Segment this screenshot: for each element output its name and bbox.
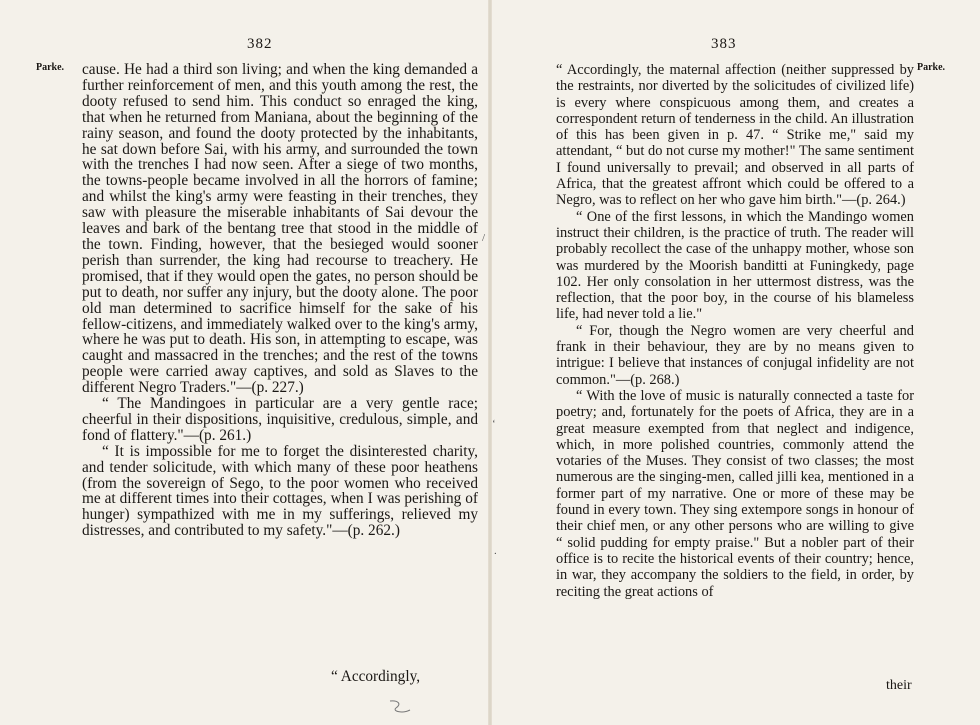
right-paragraph: “ Accordingly, the maternal affection (neither suppressed by the restraints, nor diverted by the solicitudes of civilized life) is every where conspicuous among them, and creates a correspondent return of tenderness in the child. An illustration of this has been given in p. 47. “ Strike me," said my attendant, “ but do not curse my mother!" The same sentiment I found universally to prevail; and observed in all parts of Africa, that the greatest affront which could be offered to a Negro, was to reflect on her who gave him birth."—(p. 264.): [556, 62, 914, 209]
right-paragraph: “ One of the first lessons, in which the Mandingo women instruct their children, is the practice of truth. The reader will probably recollect the case of the unhappy mother, whose son was murdered by the Moorish banditti at Funingkedy, page 102. Her only consolation in her uttermost distress, was the reflection, that the poor boy, in the course of his blameless life, had never told a lie.": [556, 208, 914, 323]
pencil-scribble-mark: [388, 698, 414, 716]
left-margin-note: Parke.: [36, 62, 65, 73]
right-margin-note: Parke.: [917, 62, 946, 73]
right-page-text: [556, 62, 914, 600]
left-catchword: “ Accordingly,: [331, 668, 421, 685]
stray-mark: ʻ: [492, 418, 496, 430]
left-page-number: 382: [247, 36, 273, 52]
right-page-number: 383: [711, 36, 737, 52]
right-catchword: their: [886, 678, 912, 693]
right-paragraph: “ For, though the Negro women are very cheerful and frank in their behaviour, they are by no means given to intrigue: I believe that instances of conjugal infidelity are not common."—(p. 268.): [556, 322, 914, 388]
left-paragraph: “ It is impossible for me to forget the disinterested charity, and tender solicitude, with which many of these poor heathens (from the sovereign of Sego, to the poor women who received me at different times into their cottages, when I was perishing of hunger) sympathized with me in my sufferings, relieved my distresses, and contributed to my safety."—(p. 262.): [82, 442, 478, 540]
left-paragraph: cause. He had a third son living; and when the king demanded a further reinforcement of men, and this youth among the rest, the dooty refused to send him. This conduct so enraged the king, that when he returned from Maniana, about the beginning of the rainy season, and found the dooty protected by the inhabitants, he sat down before Sai, with his army, and surrounded the town with the trenches I had now seen. After a siege of two months, the towns-people became involved in all the horrors of famine; and whilst the king's army were feasting in their trenches, they saw with pleasure the miserable inhabitants of Sai devour the leaves and bark of the bentang tree that stood in the middle of the town. Finding, however, that the besieged would sooner perish than surrender, the king had recourse to treachery. He promised, that if they would open the gates, no person should be put to death, nor suffer any injury, but the dooty alone. The poor old man determined to sacrifice himself for the sake of his fellow-citizens, and immediately walked over to the king's army, where he was put to death. His son, in attempting to escape, was caught and massacred in the trenches; and the rest of the towns people were carried away captives, and sold as Slaves to the different Negro Traders."—(p. 227.): [82, 61, 478, 397]
left-page-text: [82, 62, 478, 539]
stray-mark: .: [494, 545, 497, 557]
right-paragraph: “ With the love of music is naturally connected a taste for poetry; and, fortunately for the poets of Africa, they are in a great measure exempted from that neglect and indigence, which, in more polished countries, commonly attend the votaries of the Muses. They consist of two classes; the most numerous are the singing-men, called jilli kea, mentioned in a former part of my narrative. One or more of these may be found in every town. They sing extempore songs in honour of their chief men, or any other persons who are willing to give “ solid pudding for empty praise." But a nobler part of their office is to recite the historical events of their country; hence, in war, they accompany the soldiers to the field, in order, by reciting the great actions of: [556, 387, 914, 600]
left-paragraph: “ The Mandingoes in particular are a very gentle race; cheerful in their dispositions, inquisitive, credulous, simple, and fond of flattery."—(p. 261.): [82, 395, 478, 444]
stray-mark: /: [482, 232, 486, 244]
gutter: [488, 0, 492, 725]
